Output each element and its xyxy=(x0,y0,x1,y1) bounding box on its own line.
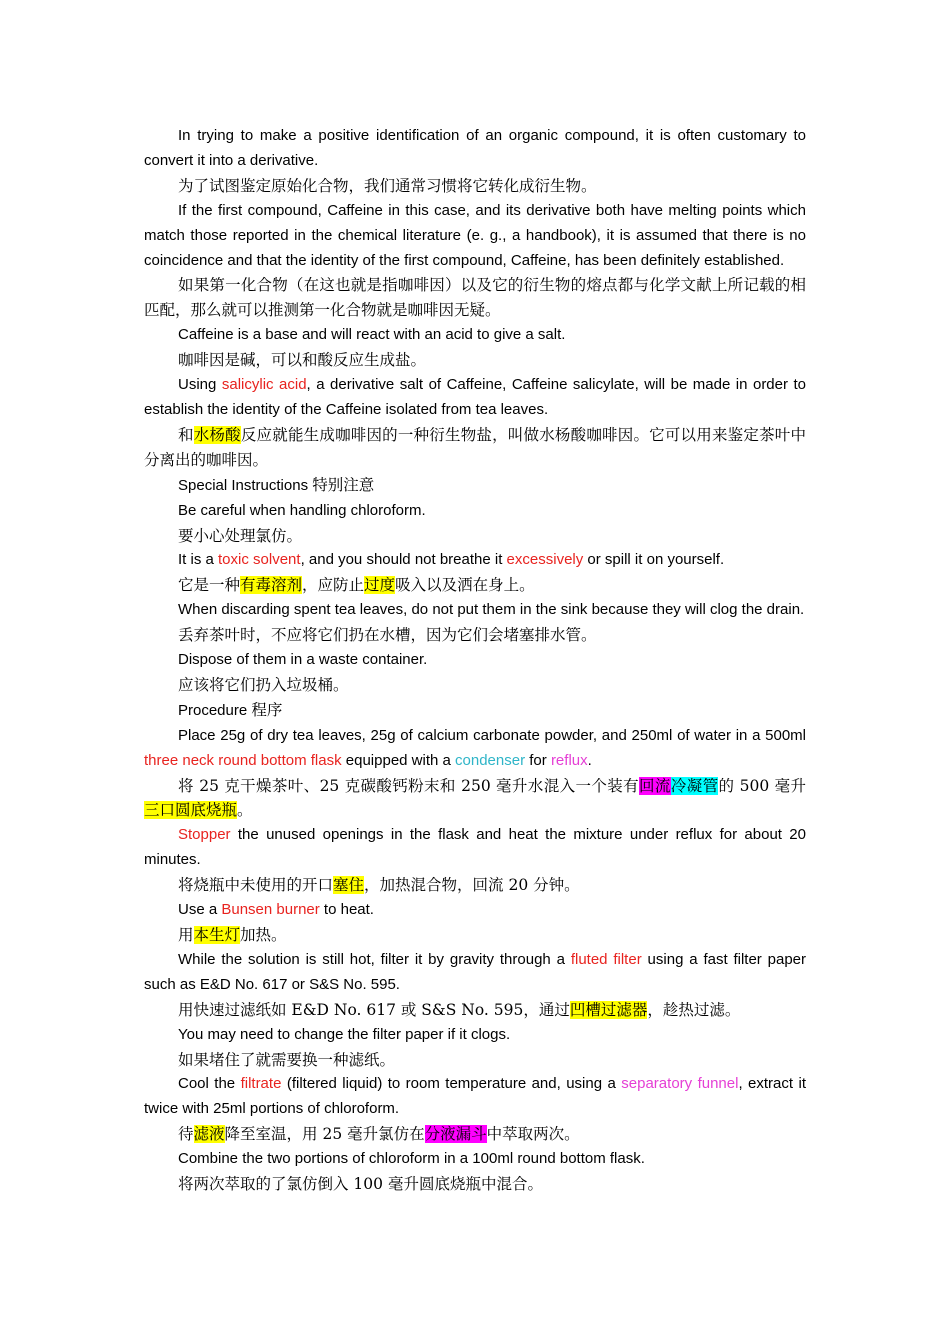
paragraph-english xyxy=(144,1072,806,1122)
text-run: Place 25g of dry tea leaves, 25g of calcium carbonate powder, and 250ml of water in a 500ml xyxy=(178,726,806,744)
text-run: 丢弃茶叶时，不应将它们扔在水槽，因为它们会堵塞排水管。 xyxy=(178,626,597,645)
text-run: Caffeine is a base and will react with an acid to give a salt. xyxy=(178,326,566,344)
highlighted-term: 塞住 xyxy=(333,876,365,895)
text-run: 待 xyxy=(178,1125,194,1144)
highlighted-term: reflux xyxy=(550,751,588,769)
highlighted-term: 滤液 xyxy=(193,1125,225,1144)
paragraph-english xyxy=(144,648,806,673)
text-run: 和 xyxy=(178,425,194,444)
text-run: While the solution is still hot, filter it by gravity through a xyxy=(178,950,571,968)
paragraph-chinese xyxy=(144,273,806,323)
paragraph-english xyxy=(144,323,806,348)
text-run: equipped with a xyxy=(341,751,456,769)
text-run: the unused openings in the flask and heat the mixture under reflux for about 20 minutes. xyxy=(144,826,806,869)
text-run: 它是一种 xyxy=(178,576,241,595)
paragraph-english xyxy=(144,698,806,724)
paragraph-chinese xyxy=(144,1122,806,1147)
paragraph-chinese xyxy=(144,174,806,199)
paragraph-english xyxy=(144,199,806,274)
paragraph-english xyxy=(144,1023,806,1048)
paragraph-english xyxy=(144,548,806,573)
text-run: If the first compound, Caffeine in this case, and its derivative both have melting points which match those reported in the chemical literature (e. g., a handbook), it is assumed that there is no coincidence and that the identity of the first compound, Caffeine, has been definitely established. xyxy=(144,201,806,269)
highlighted-term: toxic solvent xyxy=(218,551,301,569)
text-run: 的 500 毫升 xyxy=(718,776,806,795)
text-run: 。 xyxy=(237,801,253,820)
text-run: It is a xyxy=(178,551,219,569)
text-run: 将 25 克干燥茶叶、25 克碳酸钙粉末和 250 毫升水混入一个装有 xyxy=(178,776,640,795)
text-run: 将两次萃取的了氯仿倒入 100 毫升圆底烧瓶中混合。 xyxy=(178,1175,543,1194)
paragraph-chinese xyxy=(144,573,806,598)
highlighted-term: separatory funnel xyxy=(621,1075,739,1093)
highlighted-term: 回流 xyxy=(639,776,671,795)
highlighted-term: 水杨酸 xyxy=(193,425,241,444)
paragraph-chinese xyxy=(144,524,806,549)
text-run: 咖啡因是碱，可以和酸反应生成盐。 xyxy=(178,351,427,370)
highlighted-term: 冷凝管 xyxy=(670,776,719,795)
text-run: 中萃取两次。 xyxy=(486,1125,580,1144)
text-run: Dispose of them in a waste container. xyxy=(178,651,428,669)
paragraph-english xyxy=(144,724,806,774)
paragraph-english xyxy=(144,823,806,873)
text-run: ，应防止 xyxy=(302,576,365,595)
text-run: 降至室温，用 25 毫升氯仿在 xyxy=(224,1125,425,1144)
paragraph-chinese xyxy=(144,1048,806,1073)
highlighted-term: 分液漏斗 xyxy=(424,1125,487,1144)
text-run: When discarding spent tea leaves, do not put them in the sink because they will clog the drain. xyxy=(178,601,805,619)
paragraph-chinese xyxy=(144,673,806,698)
highlighted-term: 有毒溶剂 xyxy=(240,576,303,595)
text-run: 用快速过滤纸如 E&D No. 617 或 S&S No. 595，通过 xyxy=(178,1000,570,1019)
text-run: 吸入以及洒在身上。 xyxy=(395,576,535,595)
text-run: Combine the two portions of chloroform in a 100ml round bottom flask. xyxy=(178,1150,645,1168)
paragraph-chinese xyxy=(144,774,806,824)
text-run: 将烧瓶中未使用的开口 xyxy=(178,876,334,895)
highlighted-term: condenser xyxy=(455,751,526,769)
text-run: 如果第一化合物（在这也就是指咖啡因）以及它的衍生物的熔点都与化学文献上所记载的相匹配，那么就可以推测第一化合物就是咖啡因无疑。 xyxy=(144,276,806,320)
text-run: ，趁热过滤。 xyxy=(647,1000,741,1019)
text-run: Be careful when handling chloroform. xyxy=(178,501,426,519)
text-run: or spill it on yourself. xyxy=(583,551,725,569)
paragraph-english xyxy=(144,1147,806,1172)
paragraph-english xyxy=(144,898,806,923)
document-body xyxy=(144,124,806,1197)
highlighted-term: excessively xyxy=(506,551,584,569)
paragraph-chinese xyxy=(144,423,806,473)
highlighted-term: Stopper xyxy=(178,826,231,844)
highlighted-term: 三口圆底烧瓶 xyxy=(144,801,238,820)
text-run: 加热。 xyxy=(240,926,287,944)
paragraph-chinese xyxy=(144,873,806,898)
text-run: , extract it twice with 25ml portions of chloroform. xyxy=(144,1075,806,1118)
text-run: In trying to make a positive identification of an organic compound, it is often customary to convert it into a derivative. xyxy=(144,127,806,169)
text-run: Using xyxy=(178,376,222,394)
text-run: Cool the xyxy=(178,1075,241,1093)
text-run: Use a xyxy=(178,901,222,919)
text-run: 反应就能生成咖啡因的一种衍生物盐，叫做水杨酸咖啡因。它可以用来鉴定茶叶中分离出的咖啡因。 xyxy=(144,425,806,469)
highlighted-term: 本生灯 xyxy=(193,926,241,944)
text-run: 应该将它们扔入垃圾桶。 xyxy=(178,675,349,694)
text-run: 要小心处理氯仿。 xyxy=(178,526,303,545)
highlighted-term: 凹槽过滤器 xyxy=(569,1000,648,1019)
text-run: Procedure xyxy=(178,701,252,719)
paragraph-chinese xyxy=(144,923,806,948)
paragraph-chinese xyxy=(144,623,806,648)
paragraph-english xyxy=(144,598,806,623)
highlighted-term: fluted filter xyxy=(570,950,642,968)
text-run: ，加热混合物，回流 20 分钟。 xyxy=(364,876,580,895)
text-run: 如果堵住了就需要换一种滤纸。 xyxy=(178,1050,396,1069)
paragraph-chinese xyxy=(144,998,806,1023)
paragraph-english xyxy=(144,473,806,499)
text-run: Special Instructions xyxy=(178,476,313,494)
text-run: . xyxy=(587,751,592,769)
highlighted-term: three neck round bottom flask xyxy=(144,751,342,769)
highlighted-term: salicylic acid xyxy=(221,376,307,394)
text-run: 为了试图鉴定原始化合物，我们通常习惯将它转化成衍生物。 xyxy=(178,176,597,195)
highlighted-term: 程序 xyxy=(251,700,283,719)
text-run: for xyxy=(525,751,551,769)
text-run: 用 xyxy=(178,926,194,944)
text-run: , a derivative salt of Caffeine, Caffeine salicylate, will be made in order to establish the identity of the Caffeine isolated from tea leaves. xyxy=(144,376,806,418)
paragraph-english xyxy=(144,124,806,174)
text-run: , and you should not breathe it xyxy=(300,551,507,569)
text-run: using a fast filter paper such as E&D No. 617 or S&S No. 595. xyxy=(144,950,807,993)
highlighted-term: filtrate xyxy=(240,1075,282,1093)
text-run: to heat. xyxy=(319,901,374,919)
text-run: You may need to change the filter paper if it clogs. xyxy=(178,1025,511,1043)
paragraph-english xyxy=(144,373,806,423)
paragraph-chinese xyxy=(144,1172,806,1197)
highlighted-term: Bunsen burner xyxy=(221,901,320,919)
text-run: (filtered liquid) to room temperature and, using a xyxy=(281,1075,622,1093)
highlighted-term: 过度 xyxy=(364,576,396,595)
paragraph-english xyxy=(144,948,806,998)
paragraph-chinese xyxy=(144,348,806,373)
highlighted-term: 特别注意 xyxy=(312,475,375,494)
paragraph-english xyxy=(144,499,806,524)
